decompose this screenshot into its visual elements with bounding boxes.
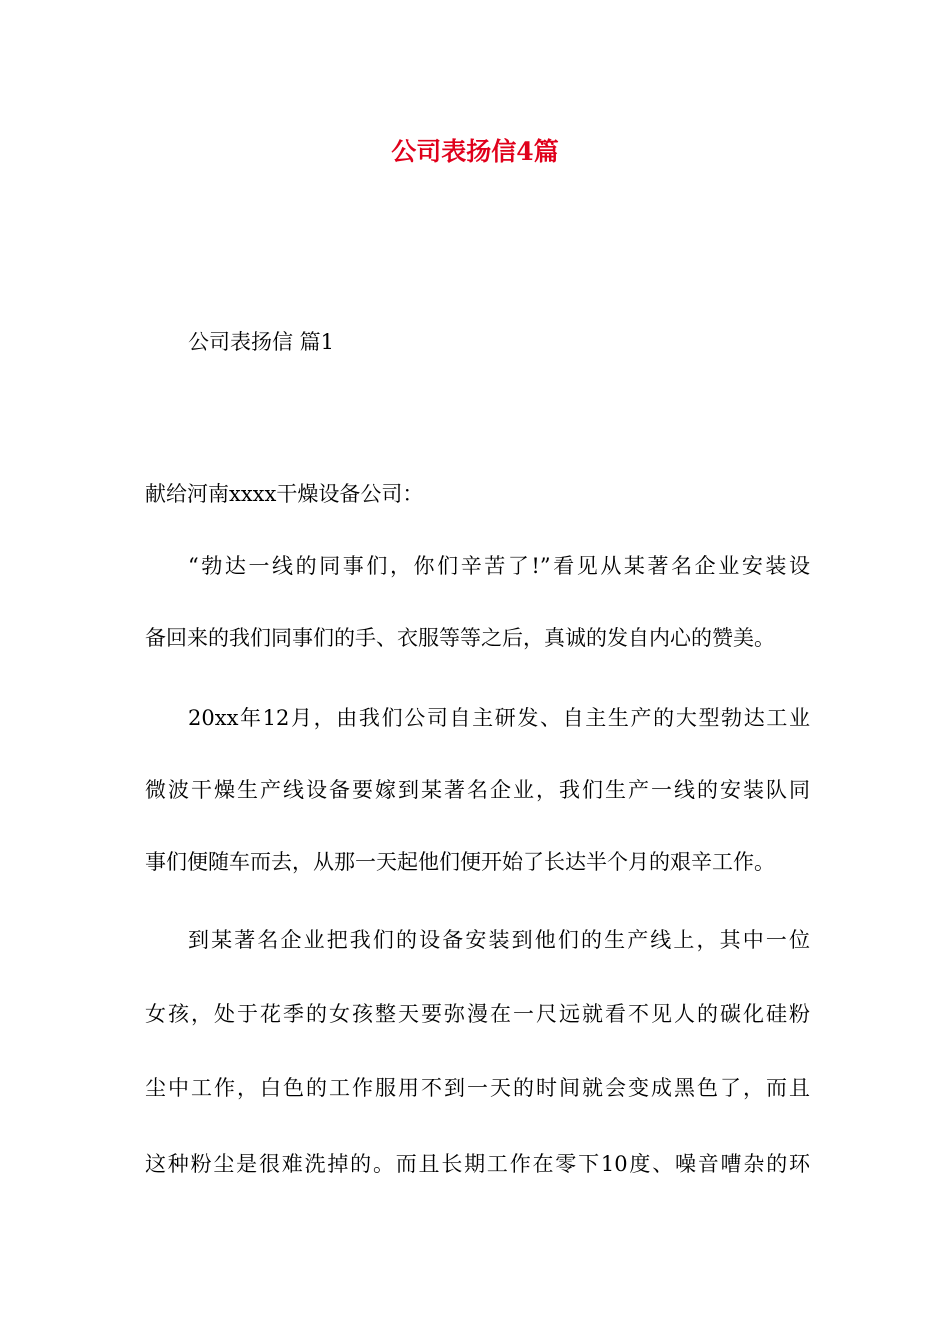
paragraph-line: 到某著名企业把我们的设备安装到他们的生产线上，其中一位	[188, 928, 810, 952]
paragraph-line: 微波干燥生产线设备要嫁到某著名企业，我们生产一线的安装队同	[145, 778, 810, 802]
paragraph-line: 这种粉尘是很难洗掉的。而且长期工作在零下10度、噪音嘈杂的环	[145, 1152, 810, 1176]
letter-salutation: 献给河南xxxx干燥设备公司：	[145, 482, 424, 506]
paragraph-line: 女孩，处于花季的女孩整天要弥漫在一尺远就看不见人的碳化硅粉	[145, 1002, 810, 1026]
paragraph-line: 备回来的我们同事们的手、衣服等等之后，真诚的发自内心的赞美。	[145, 626, 775, 650]
paragraph-line: 20xx年12月，由我们公司自主研发、自主生产的大型勃达工业	[188, 706, 810, 730]
paragraph-line: 事们便随车而去，从那一天起他们便开始了长达半个月的艰辛工作。	[145, 850, 775, 874]
paragraph-line: 尘中工作，白色的工作服用不到一天的时间就会变成黑色了，而且	[145, 1076, 810, 1100]
section-heading: 公司表扬信 篇1	[188, 330, 335, 354]
document-title: 公司表扬信4篇	[391, 137, 559, 166]
paragraph-line: “勃达一线的同事们，你们辛苦了!”看见从某著名企业安装设	[188, 554, 810, 578]
